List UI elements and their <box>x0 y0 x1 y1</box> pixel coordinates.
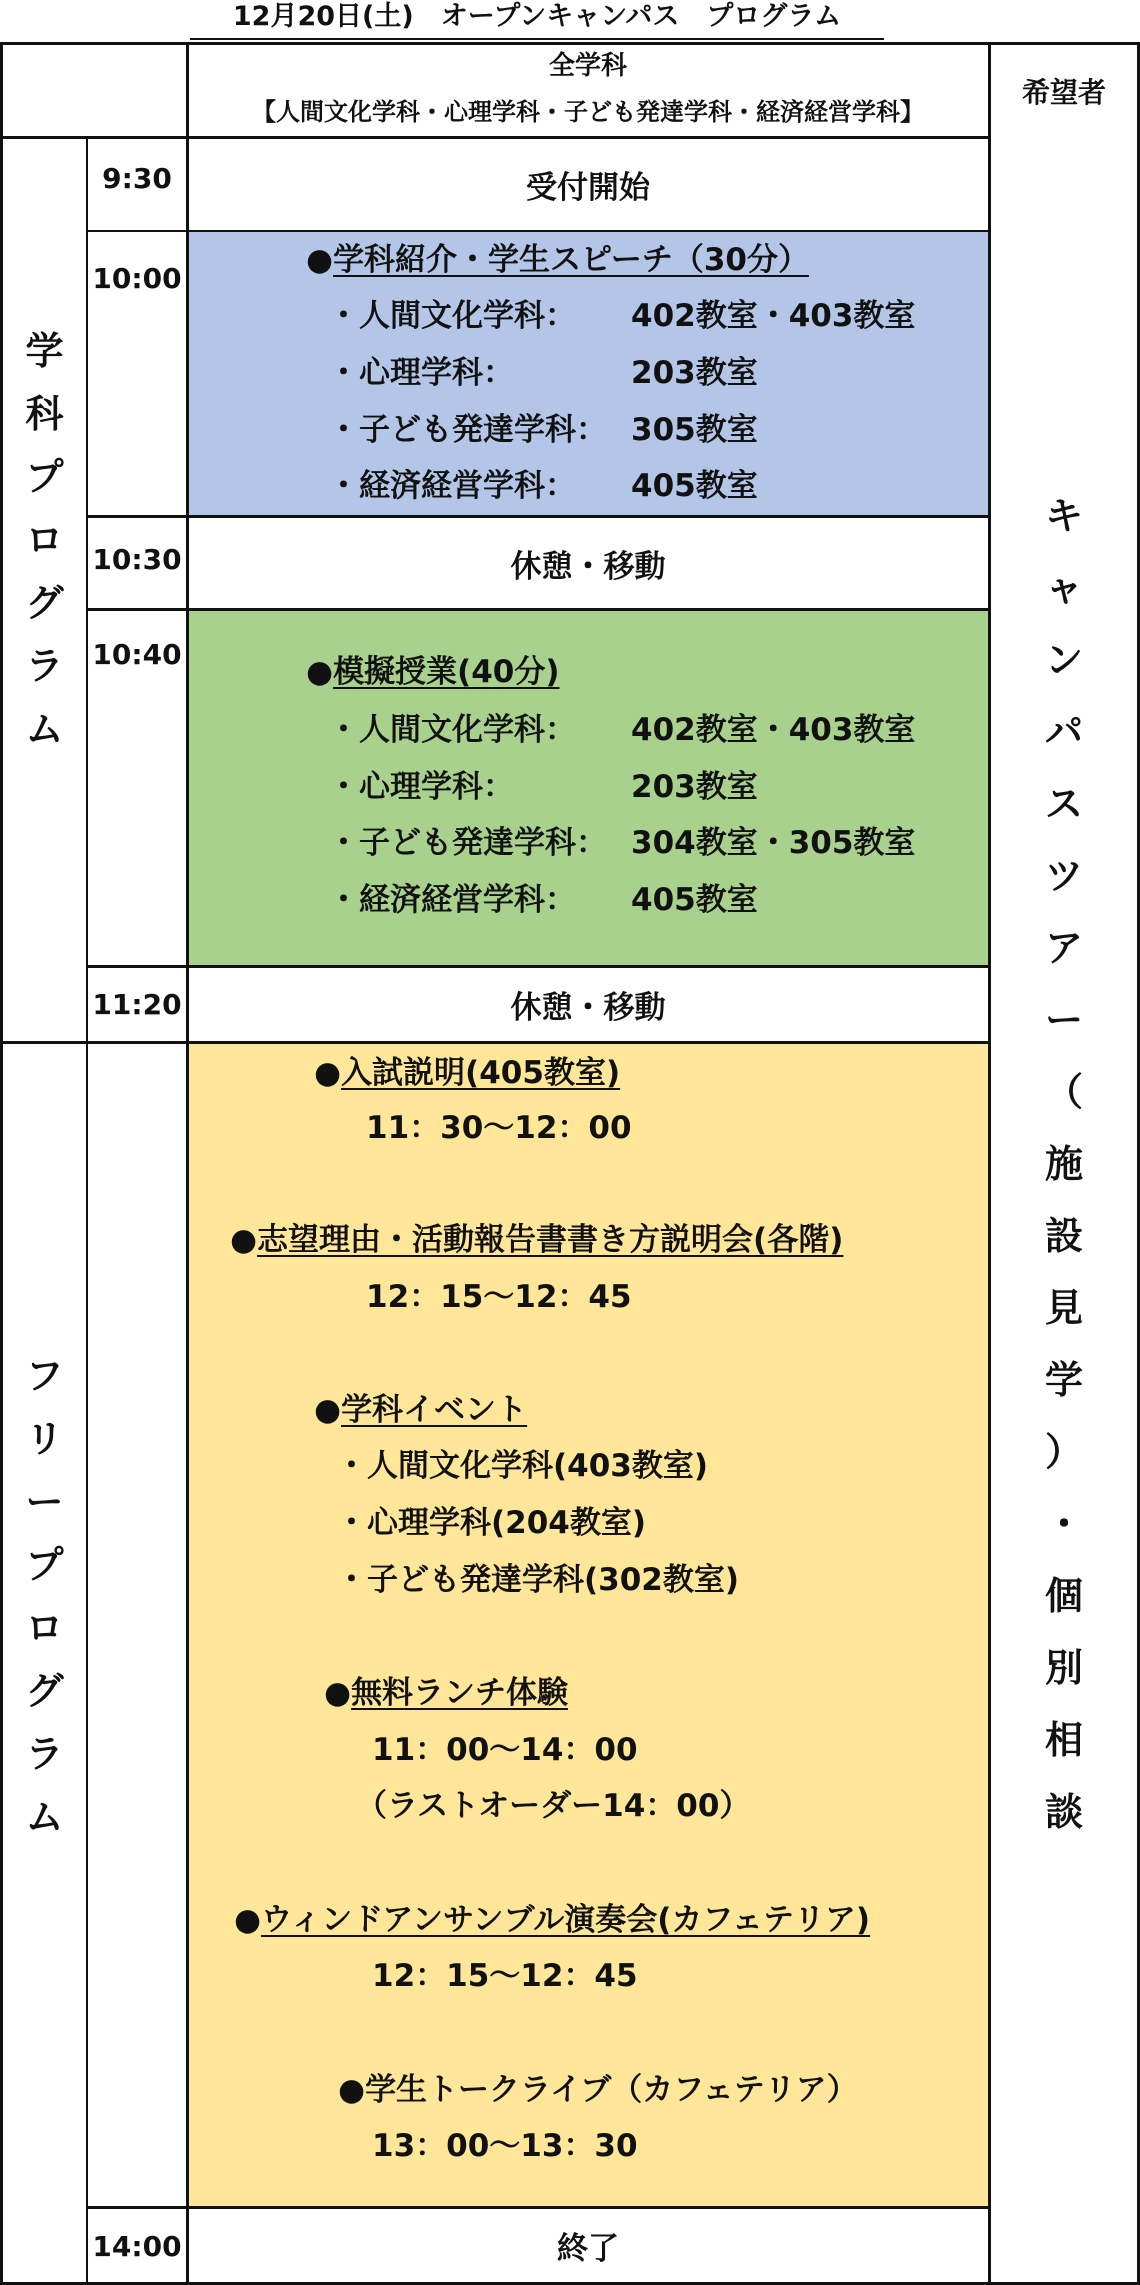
mock-row <box>328 710 576 750</box>
tour-char: ツ <box>1044 854 1083 898</box>
mock-class-heading <box>306 652 560 692</box>
tour-char: 談 <box>1044 1790 1083 1834</box>
talk-time: 13：00～13：30 <box>372 2128 638 2164</box>
dept-name: ・心理学科： <box>328 355 514 391</box>
tour-char: ン <box>1044 638 1083 682</box>
section-department-program <box>3 320 86 840</box>
section-char: グ <box>25 1669 64 1713</box>
mock-row <box>328 880 576 920</box>
mock-class-heading-text: 模擬授業(40分) <box>333 654 560 690</box>
tour-char: 別 <box>1044 1646 1083 1690</box>
intro-row <box>328 466 576 506</box>
dept-name: ・経済経営学科： <box>328 468 576 504</box>
bullet: ● <box>306 654 334 690</box>
intro-row <box>328 410 607 450</box>
intro-row <box>328 296 576 336</box>
tour-char: ス <box>1044 782 1083 826</box>
section-char: 科 <box>25 392 64 436</box>
room-name: 304教室・305教室 <box>631 825 916 861</box>
time-1000: 10:00 <box>92 262 182 295</box>
room-name: 405教室 <box>631 468 758 504</box>
program-end <box>188 2209 988 2282</box>
talk-heading <box>338 2070 858 2110</box>
header-all-departments <box>188 46 988 86</box>
tour-char: キ <box>1044 494 1083 538</box>
end-label: 終了 <box>557 2231 619 2267</box>
bullet: ● <box>314 1392 342 1428</box>
lunch-time: 11：00～14：00 <box>372 1732 638 1768</box>
wind-heading <box>234 1900 870 1940</box>
exam-time: 11：30～12：00 <box>366 1110 632 1146</box>
table-border-top <box>0 42 1140 45</box>
room-name: 305教室 <box>631 412 758 448</box>
event-item: ・子ども発達学科(302教室) <box>336 1562 740 1598</box>
free-program-block <box>188 1043 990 2207</box>
essay-time: 12：15～12：45 <box>366 1279 632 1315</box>
section-char: グ <box>25 581 64 625</box>
bullet: ● <box>306 242 334 278</box>
bullet: ● <box>230 1222 258 1258</box>
time-1040: 10:40 <box>92 638 182 671</box>
break-label: 休憩・移動 <box>510 990 666 1026</box>
event-item: ・心理学科(204教室) <box>336 1505 647 1541</box>
tour-char: 個 <box>1044 1574 1083 1618</box>
section-char: ム <box>25 707 64 751</box>
header-all-label: 全学科 <box>548 51 627 81</box>
break-1030 <box>188 518 988 608</box>
intro-room <box>631 296 915 336</box>
divider-free <box>0 1041 991 1044</box>
tour-char: 学 <box>1044 1358 1083 1402</box>
bullet: ● <box>314 1055 342 1091</box>
bullet: ● <box>234 1902 262 1938</box>
dept-name: ・人間文化学科： <box>328 298 576 334</box>
section-char: ロ <box>25 1606 64 1650</box>
room-name: 402教室・403教室 <box>631 298 916 334</box>
event-item: ・人間文化学科(403教室) <box>336 1448 709 1484</box>
tour-char: 相 <box>1044 1718 1083 1762</box>
section-char: ロ <box>25 518 64 562</box>
time-1030: 10:30 <box>92 543 182 576</box>
divider-time-left <box>86 137 88 2285</box>
dept-name: ・人間文化学科： <box>328 712 576 748</box>
section-char: プ <box>25 455 64 499</box>
mock-row <box>328 823 607 863</box>
header-departments-list <box>188 94 988 130</box>
essay-heading-text: 志望理由・活動報告書書き方説明会(各階) <box>257 1222 844 1258</box>
time-1120: 11:20 <box>92 988 182 1021</box>
dept-name: ・子ども発達学科： <box>328 412 607 448</box>
header-applicants <box>991 46 1137 136</box>
section-char: ラ <box>25 1732 64 1776</box>
section-char: ラ <box>25 644 64 688</box>
divider-0930 <box>86 230 991 232</box>
section-char: プ <box>25 1543 64 1587</box>
tour-char: ア <box>1044 926 1083 970</box>
intro-heading <box>306 240 809 280</box>
event-heading-text: 学科イベント <box>341 1392 528 1428</box>
tour-char: ー <box>1044 998 1083 1042</box>
section-char: ー <box>25 1480 64 1524</box>
room-name: 402教室・403教室 <box>631 712 916 748</box>
tour-char: 見 <box>1044 1286 1083 1330</box>
tour-char: ） <box>1044 1430 1083 1474</box>
room-name: 203教室 <box>631 355 758 391</box>
mock-room <box>631 823 915 863</box>
time-0930: 9:30 <box>102 162 172 195</box>
intro-room <box>631 410 758 450</box>
tour-char: 設 <box>1044 1214 1083 1258</box>
exam-heading <box>314 1053 620 1093</box>
wind-time: 12：15～12：45 <box>372 1958 638 1994</box>
page-title: 12月20日(土) オープンキャンパス プログラム <box>190 0 884 40</box>
section-char: リ <box>25 1417 64 1461</box>
event-heading <box>314 1390 527 1430</box>
break-1120 <box>188 968 988 1041</box>
room-name: 203教室 <box>631 769 758 805</box>
section-char: ム <box>25 1795 64 1839</box>
section-campus-tour <box>991 480 1137 1950</box>
intro-room <box>631 466 758 506</box>
mock-room <box>631 880 758 920</box>
intro-row <box>328 353 514 393</box>
dept-name: ・子ども発達学科： <box>328 825 607 861</box>
tour-char: ャ <box>1044 566 1083 610</box>
header-applicants-label: 希望者 <box>1021 76 1106 109</box>
section-char: フ <box>25 1354 64 1398</box>
mock-room <box>631 710 915 750</box>
intro-heading-text: 学科紹介・学生スピーチ（30分） <box>333 242 809 278</box>
tour-char: 施 <box>1044 1142 1083 1186</box>
lunch-heading-text: 無料ランチ体験 <box>351 1675 569 1711</box>
talk-heading-text: 学生トークライブ（カフェテリア） <box>365 2072 858 2108</box>
tour-char: パ <box>1044 710 1083 754</box>
divider-1040 <box>86 608 991 611</box>
mock-row <box>328 767 514 807</box>
wind-heading-text: ウィンドアンサンブル演奏会(カフェテリア) <box>261 1902 871 1938</box>
bullet: ● <box>338 2072 366 2108</box>
tour-char: ・ <box>1044 1502 1083 1546</box>
room-name: 405教室 <box>631 882 758 918</box>
tour-char: （ <box>1044 1070 1083 1114</box>
header-departments-text: 【人間文化学科・心理学科・子ども発達学科・経済経営学科】 <box>252 98 924 126</box>
reception-label: 受付開始 <box>526 170 650 206</box>
intro-room <box>631 353 758 393</box>
exam-heading-text: 入試説明(405教室) <box>341 1055 621 1091</box>
mock-room <box>631 767 758 807</box>
reception-start <box>188 139 988 230</box>
section-free-program <box>3 1345 86 1965</box>
dept-name: ・経済経営学科： <box>328 882 576 918</box>
lunch-note: （ラストオーダー14：00） <box>356 1788 751 1824</box>
essay-heading <box>230 1220 843 1260</box>
break-label: 休憩・移動 <box>510 548 666 585</box>
time-1400: 14:00 <box>92 2230 182 2263</box>
dept-name: ・心理学科： <box>328 769 514 805</box>
lunch-heading <box>324 1673 568 1713</box>
bullet: ● <box>324 1675 352 1711</box>
section-char: 学 <box>25 329 64 373</box>
divider-time-right <box>186 42 189 2285</box>
